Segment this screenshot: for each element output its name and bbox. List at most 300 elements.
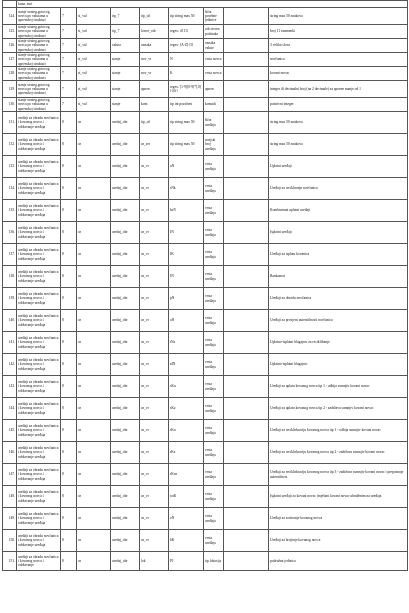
table-row	[3, 552, 408, 571]
row-label: vrsta uređaja	[204, 178, 224, 200]
row-note: Uređaji za reciklirkraciju kovanog novca tip 3 - zadržava sumnjiv kovani novac i prepoznaje autentičnost	[269, 464, 408, 486]
row-number: 138.	[3, 266, 17, 288]
table-row	[3, 8, 408, 25]
row-note: Uređaji za recikliranje novčanica	[269, 178, 408, 200]
row-format: pN	[169, 288, 204, 310]
row-field: nov_vr	[140, 67, 169, 81]
row-description: uređaji za obradu novčanica i kovanog novca i održavanje uređaja	[17, 134, 61, 156]
row-extra	[224, 530, 269, 552]
row-code: ur	[77, 464, 111, 486]
row-label: šifra posebne jedinice	[204, 8, 224, 25]
table-row	[3, 1, 408, 8]
row-type: 8	[61, 200, 77, 222]
row-group: uredaj_obr	[111, 332, 140, 354]
row-description: uređaji za obradu novčanica i kovanog novca i održavanje uređaja	[17, 222, 61, 244]
row-extra	[224, 464, 269, 486]
row-extra	[224, 376, 269, 398]
row-description: uređaji za obradu novčanica i kovanog novca i održavanje uređaja	[17, 332, 61, 354]
row-format: tip string max 50	[169, 8, 204, 25]
table-row	[3, 53, 408, 67]
row-description: uređaji za obradu novčanica i kovanog novca i održavanje uređaja	[17, 376, 61, 398]
row-type: 8	[61, 222, 77, 244]
row-group: uredaj_obr	[111, 530, 140, 552]
row-field: ur_vr	[140, 266, 169, 288]
row-code: ur	[77, 200, 111, 222]
row-type: 7	[61, 39, 77, 53]
row-label: komadi	[204, 98, 224, 112]
row-format: K	[169, 67, 204, 81]
row-description: uređaji za obradu novčanica i kovanog novca i održavanje uređaja	[17, 442, 61, 464]
row-extra	[224, 98, 269, 112]
row-group: stanje	[111, 53, 140, 67]
table-row	[3, 39, 408, 53]
table-row	[3, 442, 408, 464]
table-row	[3, 288, 408, 310]
row-note: Isplatni uređaji	[269, 222, 408, 244]
table-row	[3, 508, 408, 530]
row-label: apoen	[204, 81, 224, 98]
row-description: stanje strateg.gotovog novca po valutama u apoenskoj strukturi	[17, 53, 61, 67]
row-extra	[224, 67, 269, 81]
row-group: uredaj_obr	[111, 178, 140, 200]
row-description: uređaji za obradu novčanica i kovanog novca i održavanje uređaja	[17, 486, 61, 508]
row-group: valuta	[111, 39, 140, 53]
row-field: ur_vr	[140, 200, 169, 222]
row-code: ur	[77, 310, 111, 332]
table-cell	[3, 1, 17, 8]
row-field: ur_vr	[140, 398, 169, 420]
row-field: lower_oib	[140, 25, 169, 39]
row-note: Uređaji za reciklirkraciju kovanog novca tip 2 - zadržava sumnjiv kovani novac	[269, 442, 408, 464]
row-field: ur_vr	[140, 332, 169, 354]
row-type: 8	[61, 134, 77, 156]
row-note: Uređaji za uplatu kovanog novca tip 2 - zadržava sumnjiv kovani novac	[269, 398, 408, 420]
row-type: 8	[61, 376, 77, 398]
row-field: ur_vr	[140, 530, 169, 552]
row-number: 133.	[3, 156, 17, 178]
row-label: vrsta uređaja	[204, 376, 224, 398]
row-label: vrsta uređaja	[204, 156, 224, 178]
row-number: 132.	[3, 134, 17, 156]
row-label: vrsta uređaja	[204, 442, 224, 464]
row-label: vrsta uređaja	[204, 244, 224, 266]
row-code: st_val	[77, 25, 111, 39]
table-row	[3, 222, 408, 244]
row-note: Uplatno-isplatni blagajnic za reciklilranje	[269, 332, 408, 354]
row-number: 128.	[3, 67, 17, 81]
table-row	[3, 156, 408, 178]
table-row	[3, 25, 408, 39]
row-field: ur_vr	[140, 464, 169, 486]
row-label: vrsta uređaja	[204, 508, 224, 530]
row-field: ur_vr	[140, 310, 169, 332]
row-number: 146.	[3, 442, 17, 464]
row-extra	[224, 508, 269, 530]
row-label: vrsta uređaja	[204, 486, 224, 508]
row-note: Isplatni uređaji za kovani novac (mješani kovani novac ubrađenim na uređaja	[269, 486, 408, 508]
row-format: rKcn	[169, 464, 204, 486]
row-description: uređaji za obradu novčanica i kovanog novca i održavanje	[17, 552, 61, 571]
row-label: vrsta novca	[204, 53, 224, 67]
row-number: 140.	[3, 310, 17, 332]
table-row	[3, 530, 408, 552]
row-group: uredaj_obr	[111, 112, 140, 134]
row-description: uređaji za obradu novčanica i kovanog novca i održavanje uređaja	[17, 156, 61, 178]
row-field: kom	[140, 98, 169, 112]
table-row	[3, 266, 408, 288]
row-extra	[224, 178, 269, 200]
row-type: 8	[61, 310, 77, 332]
row-type: 7	[61, 98, 77, 112]
row-format: oN	[169, 508, 204, 530]
row-description: stanje strateg.gotovog novca po valutama u apoenskoj strukturi	[17, 67, 61, 81]
row-group: uredaj_obr	[111, 266, 140, 288]
row-number: 145.	[3, 420, 17, 442]
table-row	[3, 112, 408, 134]
row-format: tip string max 50	[169, 134, 204, 156]
row-label: vrsta uređaja	[204, 530, 224, 552]
row-code: ur	[77, 398, 111, 420]
row-extra	[224, 354, 269, 376]
row-number: 129.	[3, 81, 17, 98]
row-group: uredaj_obr	[111, 398, 140, 420]
row-format: bK	[169, 530, 204, 552]
row-type: 8	[61, 486, 77, 508]
top-fragment: kuna, euri	[17, 1, 408, 8]
row-format: IN	[169, 222, 204, 244]
row-code: ur	[77, 244, 111, 266]
row-code: ur	[77, 376, 111, 398]
row-code: ur	[77, 288, 111, 310]
row-note: Uređaji za obradu novčanica	[269, 288, 408, 310]
row-label: oznaka valute	[204, 39, 224, 53]
row-extra	[224, 200, 269, 222]
row-group: uredaj_obr	[111, 354, 140, 376]
row-label: tip lokacija	[204, 552, 224, 571]
row-format: rKu	[169, 420, 204, 442]
table-row	[3, 398, 408, 420]
row-code: ur	[77, 156, 111, 178]
row-group: stanje	[111, 98, 140, 112]
row-format: IN	[169, 266, 204, 288]
row-number: 130.	[3, 98, 17, 112]
row-format: tip string max 50	[169, 112, 204, 134]
row-note: podružna jedinica	[269, 552, 408, 571]
row-type: 7	[61, 25, 77, 39]
row-code: st_val	[77, 39, 111, 53]
row-group: uredaj_obr	[111, 442, 140, 464]
row-note: Kombinirani uplatni uređaji	[269, 200, 408, 222]
row-group: uredaj_obr	[111, 288, 140, 310]
table-row	[3, 376, 408, 398]
row-number: 151.	[3, 552, 17, 571]
row-field: ur_vr	[140, 420, 169, 442]
row-extra	[224, 8, 269, 25]
row-format: IK	[169, 244, 204, 266]
row-field: oznaka	[140, 39, 169, 53]
row-field: apoen	[140, 81, 169, 98]
row-note: Uplatni uređaji	[269, 156, 408, 178]
row-field: ur_vr	[140, 354, 169, 376]
row-label: vrsta uređaja	[204, 266, 224, 288]
row-type: 8	[61, 420, 77, 442]
row-code: ur	[77, 486, 111, 508]
row-extra	[224, 156, 269, 178]
row-type: 8	[61, 552, 77, 571]
row-label: oib izvora podataka	[204, 25, 224, 39]
row-note: string max 50 znakova	[269, 112, 408, 134]
table-row	[3, 486, 408, 508]
row-field: ur_vr	[140, 376, 169, 398]
row-number: 131.	[3, 112, 17, 134]
row-note: string max 50 znakova	[269, 134, 408, 156]
row-note: integer ili decimalni broj (na 2 decimale) za apoene manje od 1	[269, 81, 408, 98]
row-field: ur_vr	[140, 156, 169, 178]
row-code: ur	[77, 332, 111, 354]
row-extra	[224, 39, 269, 53]
row-group: stanje	[111, 67, 140, 81]
row-extra	[224, 552, 269, 571]
row-note: Uređaji za provjeru autentičnosti novčanica	[269, 310, 408, 332]
row-description: uređaji za obradu novčanica i kovanog novca i održavanje uređaja	[17, 354, 61, 376]
row-format: regex: [A-Z]{3}	[169, 39, 204, 53]
row-label: vrsta uređaja	[204, 222, 224, 244]
row-group: uredaj_obr	[111, 376, 140, 398]
table-row	[3, 464, 408, 486]
row-code: ur	[77, 442, 111, 464]
row-description: stanje strateg.gotovog novca po valutama u apoenskoj strukturi	[17, 81, 61, 98]
row-number: 149.	[3, 508, 17, 530]
row-note: string max 50 znakova	[269, 8, 408, 25]
row-extra	[224, 222, 269, 244]
row-type: 8	[61, 464, 77, 486]
row-group: tip_7	[111, 8, 140, 25]
row-group: uredaj_obr	[111, 156, 140, 178]
row-type: 8	[61, 244, 77, 266]
row-format: regex: d{11}	[169, 25, 204, 39]
row-description: stanje strateg.gotovog novca po valutama u apoenskoj strukturi	[17, 98, 61, 112]
row-description: stanje strateg.gotovog novca po valutama u apoenskoj strukturi	[17, 8, 61, 25]
row-label: vrsta uređaja	[204, 464, 224, 486]
row-code: ur	[77, 112, 111, 134]
row-extra	[224, 288, 269, 310]
table-row	[3, 420, 408, 442]
row-group: uredaj_obr	[111, 200, 140, 222]
row-description: uređaji za obradu novčanica i kovanog novca i održavanje uređaja	[17, 530, 61, 552]
row-field: ur_vr	[140, 222, 169, 244]
row-type: 8	[61, 178, 77, 200]
row-type: 7	[61, 81, 77, 98]
row-code: ur	[77, 222, 111, 244]
row-code: ur	[77, 354, 111, 376]
row-type: 8	[61, 508, 77, 530]
row-description: uređaji za obradu novčanica i kovanog novca i održavanje uređaja	[17, 288, 61, 310]
row-code: ur	[77, 134, 111, 156]
row-description: uređaji za obradu novčanica i kovanog novca i održavanje uređaja	[17, 464, 61, 486]
row-code: ur	[77, 266, 111, 288]
row-field: ur_vr	[140, 486, 169, 508]
row-type: 8	[61, 288, 77, 310]
row-description: uređaji za obradu novčanica i kovanog novca i održavanje uređaja	[17, 244, 61, 266]
table-row	[3, 332, 408, 354]
specification-table	[2, 0, 408, 571]
row-field: ur_ser	[140, 134, 169, 156]
row-code: st_val	[77, 8, 111, 25]
row-type: 8	[61, 112, 77, 134]
row-code: ur	[77, 508, 111, 530]
row-group: uredaj_obr	[111, 222, 140, 244]
table-row	[3, 134, 408, 156]
row-type: 8	[61, 530, 77, 552]
row-number: 124.	[3, 8, 17, 25]
row-type: 8	[61, 442, 77, 464]
table-row	[3, 81, 408, 98]
row-extra	[224, 25, 269, 39]
row-group: uredaj_obr	[111, 310, 140, 332]
row-number: 150.	[3, 530, 17, 552]
row-format: tip int pozitivni	[169, 98, 204, 112]
row-label: vrsta uređaja	[204, 288, 224, 310]
row-field: ur_vr	[140, 288, 169, 310]
row-label: vrsta novca	[204, 67, 224, 81]
row-type: 8	[61, 156, 77, 178]
row-number: 142.	[3, 354, 17, 376]
row-label: šifra uređaja	[204, 112, 224, 134]
row-note: broj 11 znamenki	[269, 25, 408, 39]
row-format: sKz	[169, 398, 204, 420]
row-group: tip_7	[111, 25, 140, 39]
row-group: uredaj_obr	[111, 508, 140, 530]
row-note: Bankomat	[269, 266, 408, 288]
row-number: 137.	[3, 244, 17, 266]
row-note: Uređaji za sortiranje kovanog novca	[269, 508, 408, 530]
row-extra	[224, 112, 269, 134]
row-number: 139.	[3, 288, 17, 310]
row-description: uređaji za obradu novčanica i kovanog novca i održavanje uređaja	[17, 266, 61, 288]
row-format: tNz	[169, 332, 204, 354]
row-note: Uređaji za brojenje kovanog novca	[269, 530, 408, 552]
row-type: 8	[61, 398, 77, 420]
row-description: uređaji za obradu novčanica i kovanog novca i održavanje uređaja	[17, 178, 61, 200]
row-code: ur	[77, 420, 111, 442]
row-code: st_val	[77, 67, 111, 81]
row-note: kovani novac	[269, 67, 408, 81]
row-note: Uređaji za isplatu kovanica	[269, 244, 408, 266]
row-format: aN	[169, 156, 204, 178]
row-type: 7	[61, 53, 77, 67]
row-code: ur	[77, 530, 111, 552]
row-type: 7	[61, 67, 77, 81]
row-note: Uplatno-isplatni blagajnic	[269, 354, 408, 376]
row-number: 135.	[3, 200, 17, 222]
row-number: 147.	[3, 464, 17, 486]
row-field: tip_stf	[140, 8, 169, 25]
row-format: rKz	[169, 442, 204, 464]
row-group: uredaj_obr	[111, 464, 140, 486]
row-description: uređaji za obradu novčanica i kovanog novca i održavanje uređaja	[17, 112, 61, 134]
row-description: uređaji za obradu novčanica i kovanog novca i održavanje uređaja	[17, 508, 61, 530]
row-label: vrsta uređaja	[204, 332, 224, 354]
row-group: uredaj_obr	[111, 420, 140, 442]
row-extra	[224, 398, 269, 420]
row-description: uređaji za obradu novčanica i kovanog novca i održavanje uređaja	[17, 420, 61, 442]
row-extra	[224, 486, 269, 508]
row-format: N	[169, 53, 204, 67]
row-number: 136.	[3, 222, 17, 244]
table-row	[3, 67, 408, 81]
table-row	[3, 354, 408, 376]
row-note: Uređaji za reciklirkraciju kovanog novca tip 1 - odbija sumnjiv kovani novac	[269, 420, 408, 442]
row-label: vrsta uređaja	[204, 420, 224, 442]
row-number: 126.	[3, 39, 17, 53]
row-code: st_val	[77, 98, 111, 112]
row-label: vrsta uređaja	[204, 200, 224, 222]
row-format: rNk	[169, 178, 204, 200]
row-field: ur_vr	[140, 244, 169, 266]
row-format: aN	[169, 310, 204, 332]
row-format: regex: [1-9][0-9]*[,0]{0,6}	[169, 81, 204, 98]
row-type: 8	[61, 332, 77, 354]
row-type: 8	[61, 266, 77, 288]
row-group: uredaj_obr	[111, 244, 140, 266]
row-number: 125.	[3, 25, 17, 39]
row-code: st_val	[77, 53, 111, 67]
row-extra	[224, 134, 269, 156]
row-code: ur	[77, 552, 111, 571]
row-label: vrsta uređaja	[204, 354, 224, 376]
row-type: 8	[61, 354, 77, 376]
row-field: nov_vr	[140, 53, 169, 67]
row-extra	[224, 310, 269, 332]
row-label: vrsta uređaja	[204, 310, 224, 332]
row-number: 144.	[3, 398, 17, 420]
row-format: iotK	[169, 486, 204, 508]
row-format: PJ	[169, 552, 204, 571]
row-extra	[224, 53, 269, 67]
row-code: st_val	[77, 81, 111, 98]
row-format: sKu	[169, 376, 204, 398]
table-row	[3, 310, 408, 332]
row-extra	[224, 244, 269, 266]
row-description: uređaji za obradu novčanica i kovanog novca i održavanje uređaja	[17, 398, 61, 420]
row-extra	[224, 442, 269, 464]
row-type: 7	[61, 8, 77, 25]
row-code: ur	[77, 178, 111, 200]
row-number: 134.	[3, 178, 17, 200]
table-row	[3, 178, 408, 200]
table-row	[3, 200, 408, 222]
row-format: bsN	[169, 200, 204, 222]
row-group: uredaj_obr	[111, 134, 140, 156]
row-description: uređaji za obradu novčanica i kovanog novca i održavanje uređaja	[17, 310, 61, 332]
row-extra	[224, 266, 269, 288]
row-extra	[224, 332, 269, 354]
row-note: novčanica	[269, 53, 408, 67]
row-label: vrsta uređaja	[204, 398, 224, 420]
row-extra	[224, 420, 269, 442]
row-description: stanje strateg.gotovog novca po valutama u apoenskoj strukturi	[17, 25, 61, 39]
row-note: 3 velika slova	[269, 39, 408, 53]
row-number: 148.	[3, 486, 17, 508]
row-group: stanje	[111, 81, 140, 98]
row-description: uređaji za obradu novčanica i kovanog novca i održavanje uređaja	[17, 200, 61, 222]
row-number: 141.	[3, 332, 17, 354]
row-label: serijski broj uređaja	[204, 134, 224, 156]
row-field: tip_stf	[140, 112, 169, 134]
row-number: 143.	[3, 376, 17, 398]
row-format: tdN	[169, 354, 204, 376]
row-field: ur_vr	[140, 178, 169, 200]
